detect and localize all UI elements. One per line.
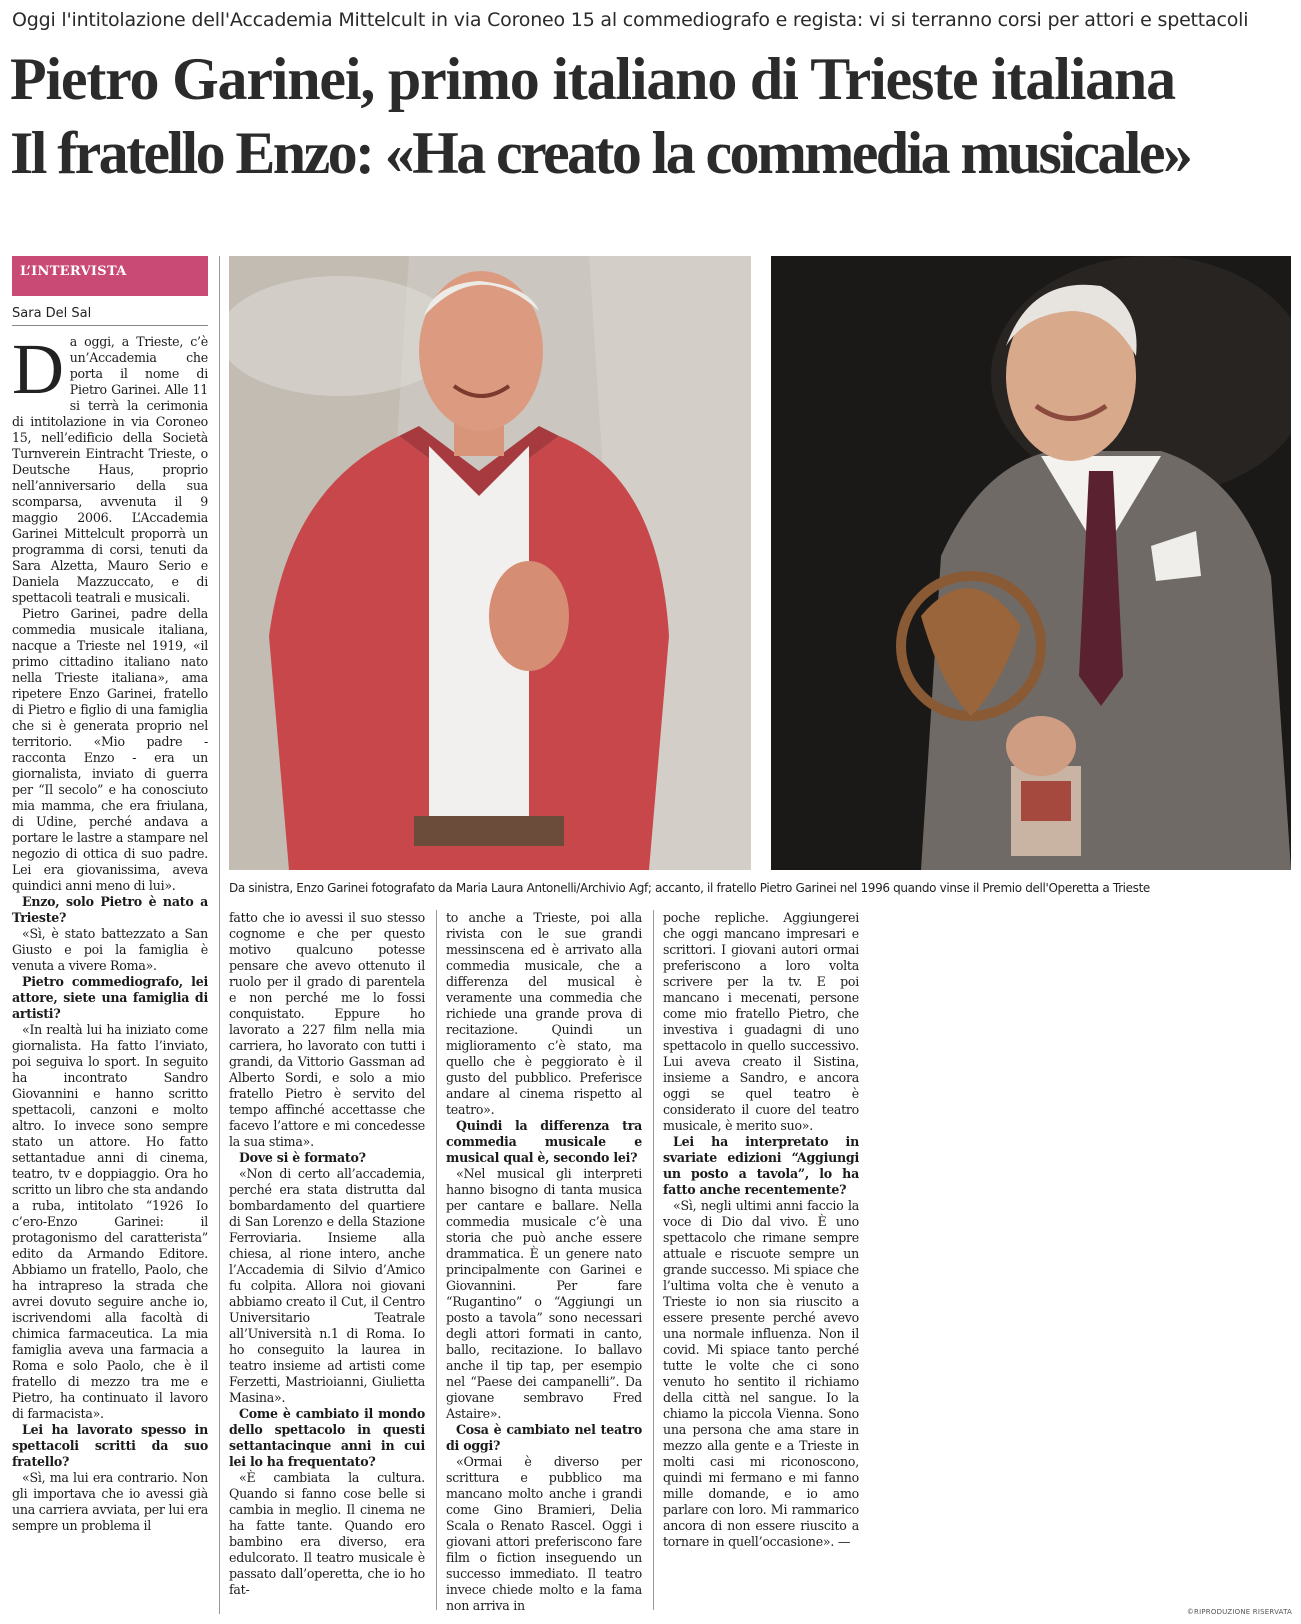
copyright-notice: ©RIPRODUZIONE RISERVATA	[1186, 1608, 1292, 1616]
photo-caption: Da sinistra, Enzo Garinei fotografato da Maria Laura Antonelli/Archivio Agf; accanto, il fratello Pietro Garinei nel 1996 quando vinse il Premio dell'Operetta a Trieste	[229, 881, 1150, 895]
kicker: Oggi l'intitolazione dell'Accademia Mittelcult in via Coroneo 15 al commediografo e regista: vi si terranno corsi per attori e spettacoli	[12, 9, 1249, 31]
paragraph: «Non di certo all’accademia, perché era stata distrutta dal bombardamento del quartiere di San Lorenzo e della Stazione Ferroviaria. Insieme alla chiesa, al rione intero, anche l’Accademia di Silvio d’Amico fu colpita. Allora noi giovani abbiamo creato il Cut, il Centro Universitario Teatrale all’Università n.1 di Roma. Io ho conseguito la laurea in teatro insieme ad artisti come Ferzetti, Mastrioianni, Giulietta Masina».	[229, 1166, 425, 1405]
headline-line-1: Pietro Garinei, primo italiano di Trieste italiana	[10, 46, 1175, 112]
paragraph: to anche a Trieste, poi alla rivista con le sue grandi messinscena ed è arrivato alla commedia musicale, che a differenza del musical è veramente una commedia che richiede una grande prova di recitazione. Quindi un miglioramento c’è stato, ma quello che è peggiorato è il gusto del pubblico. Preferisce andare al cinema rispetto al teatro».	[446, 910, 642, 1117]
rubric-label: L’INTERVISTA	[12, 256, 208, 296]
paragraph: «In realtà lui ha iniziato come giornalista. Ha fatto l’inviato, poi seguiva lo sport. In seguito ha incontrato Sandro Giovannini e hanno scritto spettacoli, canzoni e molto altro. Io invece sono sempre stato un attore. Ho fatto settantadue anni di cinema, teatro, tv e doppiaggio. Ora ho scritto un libro che sta andando a ruba, intitolato “1926 Io c’ero-Enzo Garinei: il protagonismo del caratterista” edito da Armando Editore. Abbiamo un fratello, Paolo, che ha intrapreso la strada che avrei dovuto seguire anche io, iscrivendomi alla facoltà di chimica farmaceutica. La mia famiglia aveva una farmacia a Roma e solo Paolo, che è il fratello di mezzo tra me e Pietro, ha continuato il lavoro di farmacista».	[12, 1022, 208, 1421]
article-column-3	[446, 910, 642, 1614]
question: Cosa è cambiato nel teatro di oggi?	[446, 1422, 642, 1453]
paragraph: «Sì, è stato battezzato a San Giusto e poi la famiglia è venuta a vivere Roma».	[12, 926, 208, 973]
question: Come è cambiato il mondo dello spettacolo in questi settantacinque anni in cui lei lo ha frequentato?	[229, 1406, 425, 1469]
article-column-2	[229, 910, 425, 1614]
article-column-1	[12, 334, 208, 1614]
column-rule	[219, 256, 220, 1614]
photo-pietro-garinei	[771, 256, 1291, 870]
question: Pietro commediografo, lei attore, siete una famiglia di artisti?	[12, 974, 208, 1021]
question: Lei ha lavorato spesso in spettacoli scritti da suo fratello?	[12, 1422, 208, 1469]
paragraph: «È cambiata la cultura. Quando si fanno cose belle si cambia in meglio. Il cinema ne ha fatte tante. Quando ero bambino era diverso, era edulcorato. Il teatro musicale è passato dall’operetta, che io ho fat-	[229, 1470, 425, 1597]
paragraph: «Ormai è diverso per scrittura e pubblico ma mancano molto anche i grandi come Gino Bramieri, Delia Scala o Renato Rascel. Oggi i giovani attori preferiscono fare film o fiction inseguendo un successo immediato. Il teatro invece chiede molto e la fama non arriva in	[446, 1454, 642, 1613]
paragraph: poche repliche. Aggiungerei che oggi mancano impresari e scrittori. I giovani autori ormai preferiscono a loro volta scrivere per la tv. E poi mancano i mecenati, persone come mio fratello Pietro, che investiva i guadagni di uno spettacolo in quello successivo. Lui aveva creato il Sistina, insieme a Sandro, e ancora oggi se quel teatro è considerato il cuore del teatro musicale, è merito suo».	[663, 910, 859, 1133]
paragraph: Pietro Garinei, padre della commedia musicale italiana, nacque a Trieste nel 1919, «il primo cittadino italiano nato nella Trieste italiana», ama ripetere Enzo Garinei, fratello di Pietro e figlio di una famiglia che si è generata proprio nel territorio. «Mio padre - racconta Enzo - era un giornalista, inviato di guerra per “Il secolo” e ha conosciuto mia mamma, che era friulana, di Udine, perché andava a portare le lastre a stampare nel negozio di ottica di suo padre. Lei era giovanissima, aveva quindici anni meno di lui».	[12, 606, 208, 893]
headline-line-2: Il fratello Enzo: «Ha creato la commedia musicale»	[10, 120, 1191, 186]
question: Lei ha interpretato in svariate edizioni “Aggiungi un posto a tavola”, lo ha fatto anche recentemente?	[663, 1134, 859, 1197]
byline: Sara Del Sal	[12, 306, 208, 326]
column-rule	[653, 910, 654, 1610]
column-rule	[436, 910, 437, 1610]
photo-enzo-garinei	[229, 256, 751, 870]
paragraph: «Sì, negli ultimi anni faccio la voce di Dio dal vivo. È uno spettacolo che rimane sempre attuale e riscuote sempre un grande successo. Mi spiace che l’ultima volta che è venuto a Trieste io non sia riuscito a essere presente perché avevo una normale influenza. Non il covid. Mi spiace tanto perché tutte le volte che ci sono venuto ho sentito il richiamo della città nel sangue. Io la chiamo la piccola Vienna. Sono una persona che ama stare in mezzo alla gente e a Trieste in molti casi mi riconoscono, quindi mi fermano e mi fanno mille domande, e io amo parlare con loro. Mi rammarico ancora di non essere riuscito a tornare in quell’occasione». —	[663, 1198, 859, 1549]
question: Enzo, solo Pietro è nato a Trieste?	[12, 894, 208, 925]
paragraph: fatto che io avessi il suo stesso cognome e che per questo motivo qualcuno potesse pensare che avevo ottenuto il ruolo per il grado di parentela e non perché me lo fossi conquistato. Eppure ho lavorato a 227 film nella mia carriera, ho lavorato con tutti i grandi, da Vittorio Gassman ad Alberto Sordi, e solo a mio fratello Pietro è servito del tempo affinché accettasse che facevo l’attore e mi concedesse la sua stima».	[229, 910, 425, 1149]
article-column-4	[663, 910, 859, 1614]
dropcap: D	[12, 334, 64, 409]
question: Dove si è formato?	[239, 1150, 366, 1165]
paragraph: «Sì, ma lui era contrario. Non gli importava che io avessi già una carriera avviata, per lui era sempre un problema il	[12, 1470, 208, 1533]
paragraph: «Nel musical gli interpreti hanno bisogno di tanta musica per cantare e ballare. Nella commedia musicale c’è una storia che può anche essere drammatica. È un genere nato principalmente con Garinei e Giovannini. Per fare “Rugantino” o “Aggiungi un posto a tavola” sono necessari degli attori formati in canto, ballo, recitazione. Io ballavo anche il tip tap, per esempio nel “Paese dei campanelli”. Da giovane sembravo Fred Astaire».	[446, 1166, 642, 1421]
paragraph: a oggi, a Trieste, c’è un’Accademia che porta il nome di Pietro Garinei. Alle 11 si terrà la cerimonia di intitolazione in via Coroneo 15, nell’edificio della Società Turnverein Eintracht Trieste, o Deutsche Haus, proprio nell’anniversario della sua scomparsa, avvenuta il 9 maggio 2006. L’Accademia Garinei Mittelcult proporrà un programma di corsi, tenuti da Sara Alzetta, Mauro Serio e Daniela Mazzuccato, e di spettacoli teatrali e musicali.	[12, 334, 208, 605]
question: Quindi la differenza tra commedia musicale e musical qual è, secondo lei?	[446, 1118, 642, 1165]
